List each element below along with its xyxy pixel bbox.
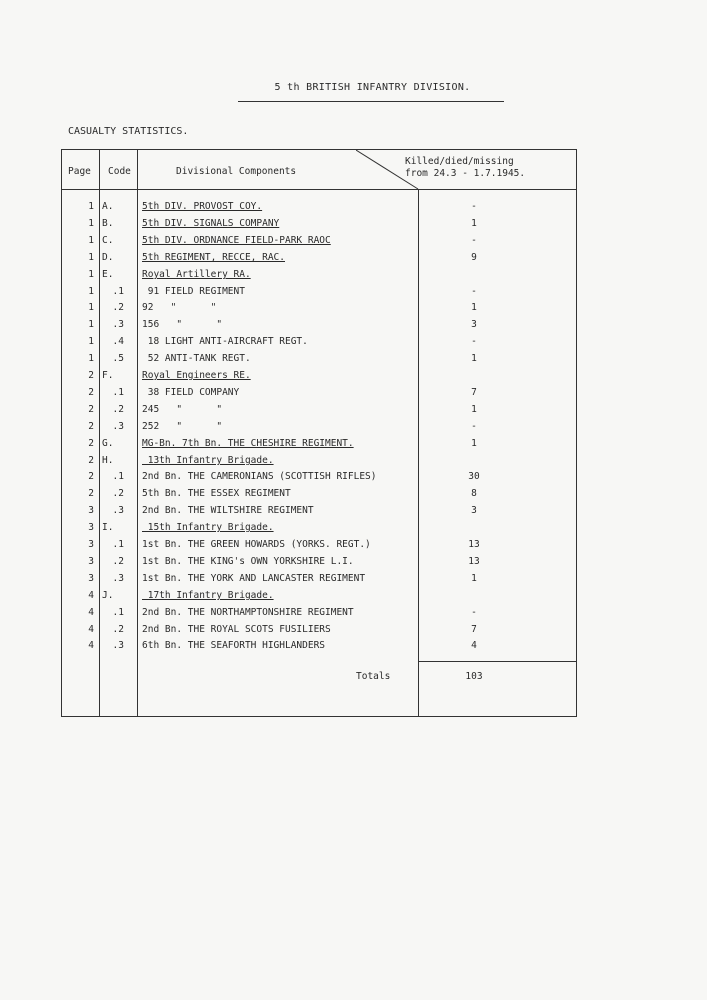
row-component: 6th Bn. THE SEAFORTH HIGHLANDERS <box>142 640 326 651</box>
row-component: 17th Infantry Brigade. <box>142 590 274 601</box>
row-value: - <box>471 286 477 297</box>
row-code: .2 <box>112 404 124 415</box>
row-value: 1 <box>471 302 477 313</box>
row-component: 92 " " <box>142 302 217 313</box>
row-component: 5th REGIMENT, RECCE, RAC. <box>142 252 285 263</box>
totals-value: 103 <box>465 671 483 682</box>
row-page: 4 <box>88 640 94 651</box>
row-code: .1 <box>112 387 124 398</box>
row-component: 5th DIV. SIGNALS COMPANY <box>142 218 280 229</box>
row-page: 2 <box>88 455 94 466</box>
row-page: 3 <box>88 556 94 567</box>
row-component: 5th DIV. PROVOST COY. <box>142 201 263 212</box>
row-value: 13 <box>468 539 480 550</box>
row-code: .1 <box>112 286 124 297</box>
row-code: F. <box>102 370 114 381</box>
row-component: 5th DIV. ORDNANCE FIELD-PARK RAOC <box>142 235 331 246</box>
row-page: 1 <box>88 235 94 246</box>
row-component: 156 " " <box>142 319 223 330</box>
row-code: .4 <box>112 336 124 347</box>
row-component: 1st Bn. THE YORK AND LANCASTER REGIMENT <box>142 573 366 584</box>
header-killed-line2: from 24.3 - 1.7.1945. <box>405 168 526 179</box>
row-component: 52 ANTI-TANK REGT. <box>142 353 251 364</box>
row-page: 2 <box>88 471 94 482</box>
row-code: .3 <box>112 573 124 584</box>
row-component: Royal Engineers RE. <box>142 370 251 381</box>
row-code: I. <box>102 522 114 533</box>
row-code: D. <box>102 252 114 263</box>
row-code: .3 <box>112 505 124 516</box>
column-divider-code <box>137 149 138 717</box>
row-value: - <box>471 421 477 432</box>
row-value: 1 <box>471 218 477 229</box>
row-component: 252 " " <box>142 421 223 432</box>
row-page: 1 <box>88 201 94 212</box>
row-value: 1 <box>471 353 477 364</box>
row-page: 1 <box>88 302 94 313</box>
column-divider-values <box>418 189 419 717</box>
row-page: 2 <box>88 404 94 415</box>
row-value: 1 <box>471 404 477 415</box>
row-value: - <box>471 607 477 618</box>
header-separator <box>61 189 577 190</box>
row-code: .3 <box>112 421 124 432</box>
row-code: .3 <box>112 640 124 651</box>
row-value: 4 <box>471 640 477 651</box>
row-value: - <box>471 201 477 212</box>
row-component: 1st Bn. THE GREEN HOWARDS (YORKS. REGT.) <box>142 539 371 550</box>
row-page: 3 <box>88 505 94 516</box>
row-code: .5 <box>112 353 124 364</box>
row-page: 3 <box>88 539 94 550</box>
row-page: 2 <box>88 488 94 499</box>
row-page: 4 <box>88 607 94 618</box>
row-code: .2 <box>112 302 124 313</box>
row-page: 1 <box>88 269 94 280</box>
header-page: Page <box>68 166 91 177</box>
row-code: .2 <box>112 556 124 567</box>
row-value: 8 <box>471 488 477 499</box>
row-code: .2 <box>112 624 124 635</box>
row-value: - <box>471 336 477 347</box>
row-component: Royal Artillery RA. <box>142 269 251 280</box>
row-code: G. <box>102 438 114 449</box>
row-page: 1 <box>88 336 94 347</box>
row-code: C. <box>102 235 114 246</box>
row-code: .1 <box>112 471 124 482</box>
row-page: 3 <box>88 522 94 533</box>
row-value: 13 <box>468 556 480 567</box>
row-page: 4 <box>88 624 94 635</box>
row-component: 13th Infantry Brigade. <box>142 455 274 466</box>
row-value: 1 <box>471 438 477 449</box>
row-code: H. <box>102 455 114 466</box>
totals-label: Totals <box>356 671 391 682</box>
row-component: 15th Infantry Brigade. <box>142 522 274 533</box>
row-value: 7 <box>471 387 477 398</box>
row-page: 2 <box>88 387 94 398</box>
header-code: Code <box>108 166 131 177</box>
row-value: - <box>471 235 477 246</box>
row-component: 2nd Bn. THE WILTSHIRE REGIMENT <box>142 505 314 516</box>
row-code: .3 <box>112 319 124 330</box>
row-page: 1 <box>88 218 94 229</box>
header-components: Divisional Components <box>176 166 297 177</box>
row-code: J. <box>102 590 114 601</box>
row-component: MG-Bn. 7th Bn. THE CHESHIRE REGIMENT. <box>142 438 354 449</box>
row-component: 245 " " <box>142 404 223 415</box>
row-component: 38 FIELD COMPANY <box>142 387 240 398</box>
row-code: B. <box>102 218 114 229</box>
row-component: 1st Bn. THE KING's OWN YORKSHIRE L.I. <box>142 556 354 567</box>
row-page: 2 <box>88 370 94 381</box>
row-page: 3 <box>88 573 94 584</box>
row-component: 2nd Bn. THE ROYAL SCOTS FUSILIERS <box>142 624 331 635</box>
row-value: 7 <box>471 624 477 635</box>
row-page: 1 <box>88 319 94 330</box>
row-page: 2 <box>88 438 94 449</box>
row-page: 1 <box>88 252 94 263</box>
section-title: CASUALTY STATISTICS. <box>68 126 189 137</box>
row-code: E. <box>102 269 114 280</box>
row-value: 1 <box>471 573 477 584</box>
row-component: 2nd Bn. THE CAMERONIANS (SCOTTISH RIFLES) <box>142 471 377 482</box>
row-page: 1 <box>88 286 94 297</box>
row-value: 9 <box>471 252 477 263</box>
row-code: .1 <box>112 607 124 618</box>
row-code: .2 <box>112 488 124 499</box>
header-killed-line1: Killed/died/missing <box>405 156 514 167</box>
row-component: 2nd Bn. THE NORTHAMPTONSHIRE REGIMENT <box>142 607 354 618</box>
row-component: 18 LIGHT ANTI-AIRCRAFT REGT. <box>142 336 308 347</box>
row-page: 4 <box>88 590 94 601</box>
row-code: .1 <box>112 539 124 550</box>
row-value: 3 <box>471 319 477 330</box>
row-component: 91 FIELD REGIMENT <box>142 286 245 297</box>
totals-separator <box>418 661 577 662</box>
page-title: 5 th BRITISH INFANTRY DIVISION. <box>274 82 471 93</box>
row-code: A. <box>102 201 114 212</box>
row-component: 5th Bn. THE ESSEX REGIMENT <box>142 488 291 499</box>
row-value: 3 <box>471 505 477 516</box>
column-divider-page <box>99 149 100 717</box>
row-value: 30 <box>468 471 480 482</box>
row-page: 2 <box>88 421 94 432</box>
row-page: 1 <box>88 353 94 364</box>
title-underline <box>238 101 504 102</box>
